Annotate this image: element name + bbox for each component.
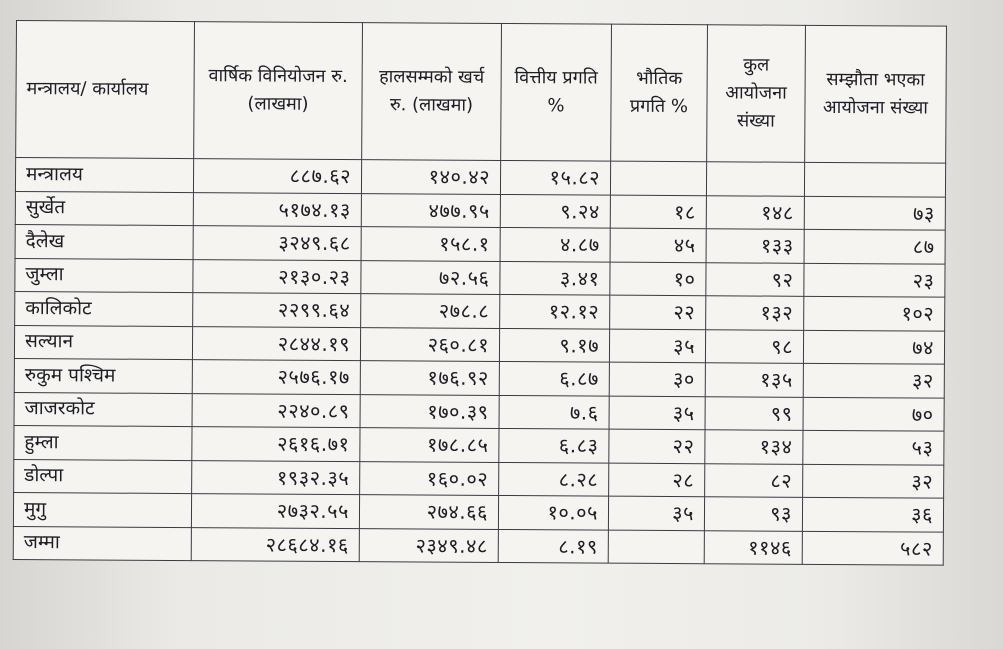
cell-financial-progress: ९.२४ — [500, 194, 610, 228]
cell-physical-progress: २२ — [609, 429, 705, 463]
budget-progress-table — [13, 20, 947, 566]
cell-annual-appropriation: २१३०.२३ — [193, 259, 361, 294]
cell-physical-progress: २८ — [609, 463, 705, 497]
cell-expenditure: १७८.८५ — [360, 428, 499, 462]
header-row — [16, 21, 947, 164]
cell-agreement-projects — [804, 162, 945, 196]
cell-expenditure: १७६.९२ — [360, 361, 499, 395]
cell-office: जुम्ला — [15, 258, 193, 293]
cell-expenditure: १५८.१ — [361, 227, 500, 261]
cell-office: दैलेख — [15, 224, 193, 259]
cell-agreement-projects: ७३ — [804, 196, 945, 230]
cell-physical-progress: ४५ — [610, 228, 706, 262]
cell-total-projects: ९८ — [705, 329, 803, 363]
cell-office: सल्यान — [14, 325, 192, 360]
cell-office: मन्त्रालय — [15, 158, 193, 193]
cell-physical-progress: १० — [610, 262, 706, 296]
cell-physical-progress: २२ — [610, 295, 706, 329]
cell-financial-progress: ९.१७ — [499, 328, 609, 362]
cell-agreement-projects: ५३ — [803, 430, 944, 464]
table-row — [15, 224, 945, 263]
cell-annual-appropriation: १९३२.३५ — [192, 460, 360, 495]
table-body — [13, 158, 945, 566]
cell-agreement-projects: ३२ — [803, 464, 944, 498]
table-row — [15, 191, 945, 230]
cell-total-projects: १३४ — [705, 430, 803, 464]
cell-financial-progress: ७.६ — [499, 395, 609, 429]
header-annual-appropriation: वार्षिक विनियोजन रु. (लाखमा) — [194, 22, 363, 160]
cell-expenditure: ७२.५६ — [361, 260, 500, 294]
header-office: मन्त्रालय/ कार्यालय — [16, 21, 195, 159]
cell-annual-appropriation: २७३२.५५ — [191, 494, 359, 529]
cell-physical-progress: १८ — [610, 195, 706, 229]
cell-office: रुकुम पश्चिम — [14, 358, 192, 393]
cell-annual-appropriation: २८४४.१९ — [192, 326, 360, 361]
cell-physical-progress — [610, 161, 706, 195]
table-row — [14, 392, 944, 431]
cell-annual-appropriation: ८८७.६२ — [193, 159, 361, 194]
table-row — [13, 492, 943, 531]
total-expenditure: २३४९.४८ — [359, 528, 498, 562]
header-agreement-projects: सम्झौता भएका आयोजना संख्या — [805, 25, 947, 163]
cell-expenditure: १६०.०२ — [360, 461, 499, 495]
cell-office: सुर्खेत — [15, 191, 193, 226]
table-row — [14, 425, 944, 464]
cell-office: जाजरकोट — [14, 392, 192, 427]
table-wrapper — [13, 20, 946, 566]
header-financial-progress: वित्तीय प्रगति % — [501, 23, 612, 161]
cell-agreement-projects: ७० — [803, 397, 944, 431]
cell-total-projects: १३२ — [706, 296, 804, 330]
header-expenditure: हालसम्मको खर्च रु. (लाखमा) — [362, 23, 502, 161]
cell-financial-progress: १०.०५ — [498, 495, 608, 529]
cell-expenditure: २६०.८१ — [360, 327, 499, 361]
header-physical-progress: भौतिक प्रगति % — [611, 24, 708, 162]
cell-agreement-projects: ३२ — [803, 363, 944, 397]
total-total-projects: ११४६ — [704, 530, 802, 564]
cell-total-projects: ८२ — [705, 463, 803, 497]
header-total-projects: कुल आयोजना संख्या — [707, 25, 806, 163]
cell-expenditure: १७०.३९ — [360, 394, 499, 428]
cell-financial-progress: १५.८२ — [500, 160, 610, 194]
total-row — [13, 526, 943, 565]
cell-financial-progress: १२.१२ — [500, 294, 610, 328]
table-row — [14, 358, 944, 397]
cell-agreement-projects: ३६ — [802, 497, 943, 531]
cell-annual-appropriation: २२४०.८९ — [192, 393, 360, 428]
cell-annual-appropriation: ५१७४.१३ — [193, 192, 361, 227]
cell-physical-progress: ३५ — [609, 396, 705, 430]
table-row — [14, 325, 944, 364]
table-row — [14, 459, 944, 498]
total-label: जम्मा — [13, 526, 191, 561]
table-row — [15, 258, 945, 297]
table-row — [15, 158, 945, 197]
cell-total-projects: १३५ — [705, 363, 803, 397]
cell-financial-progress: ६.८७ — [499, 361, 609, 395]
cell-annual-appropriation: ३२४९.६८ — [193, 226, 361, 261]
cell-office: कालिकोट — [15, 291, 193, 326]
cell-physical-progress: ३५ — [609, 329, 705, 363]
cell-financial-progress: ४.८७ — [500, 227, 610, 261]
cell-total-projects: ९९ — [705, 396, 803, 430]
cell-expenditure: १४०.४२ — [361, 160, 500, 194]
total-annual-appropriation: २८६८४.१६ — [191, 527, 359, 562]
cell-expenditure: २७८.८ — [361, 294, 500, 328]
cell-agreement-projects: ८७ — [804, 229, 945, 263]
cell-office: मुगु — [13, 492, 191, 527]
cell-expenditure: २७४.६६ — [359, 495, 498, 529]
cell-total-projects — [706, 162, 804, 196]
cell-financial-progress: ६.८३ — [499, 428, 609, 462]
total-financial-progress: ८.१९ — [498, 529, 608, 563]
table-row — [15, 291, 945, 330]
cell-annual-appropriation: २५७६.१७ — [192, 360, 360, 395]
cell-agreement-projects: २३ — [804, 263, 945, 297]
cell-physical-progress: ३० — [609, 362, 705, 396]
cell-financial-progress: ८.२८ — [499, 462, 609, 496]
cell-physical-progress: ३५ — [608, 496, 704, 530]
cell-total-projects: ९३ — [704, 497, 802, 531]
total-agreement-projects: ५८२ — [802, 531, 943, 565]
cell-financial-progress: ३.४१ — [500, 261, 610, 295]
cell-annual-appropriation: २२९९.६४ — [193, 293, 361, 328]
cell-agreement-projects: १०२ — [804, 296, 945, 330]
cell-agreement-projects: ७४ — [803, 330, 944, 364]
cell-total-projects: ९२ — [706, 262, 804, 296]
total-physical-progress — [608, 530, 704, 564]
cell-office: हुम्ला — [14, 425, 192, 460]
cell-total-projects: १३३ — [706, 229, 804, 263]
cell-total-projects: १४८ — [706, 195, 804, 229]
cell-office: डोल्पा — [14, 459, 192, 494]
cell-expenditure: ४७७.९५ — [361, 193, 500, 227]
cell-annual-appropriation: २६१६.७१ — [192, 427, 360, 462]
